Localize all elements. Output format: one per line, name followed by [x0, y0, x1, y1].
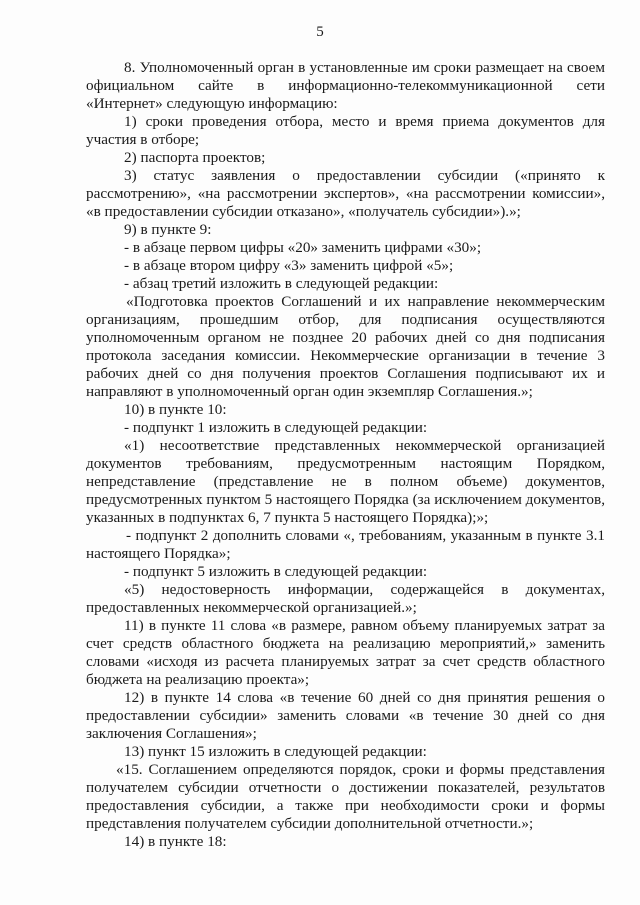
paragraph-quote-subitem-1: «1) несоответствие представленных некоммерческой организацией документов требованиям, предусмотренным настоящим Порядком, непредставление (представление не в полном объеме) документов, предусмотренных пунктом 5 настоящего Порядка (за исключением документов, указанных в подпунктах 6, 7 пункта 5 настоящего Порядка);»; [86, 437, 605, 526]
paragraph-item-12: 12) в пункте 14 слова «в течение 60 дней со дня принятия решения о предоставлении субсидии» заменить словами «в течение 30 дней со дня заключения Соглашения»; [86, 689, 605, 742]
paragraph-item-13: 13) пункт 15 изложить в следующей редакции: [124, 743, 427, 760]
document-body [86, 59, 605, 851]
paragraph-quote-subitem-5: «5) недостоверность информации, содержащейся в документах, предоставленных некоммерческой организацией.»; [86, 581, 605, 616]
paragraph-item-9: 9) в пункте 9: [124, 221, 212, 238]
paragraph-item-11: 11) в пункте 11 слова «в размере, равном объему планируемых затрат за счет средств областного бюджета на реализацию мероприятий,» заменить словами «исходя из расчета планируемых затрат за счет средств областного бюджета на реализацию проекта»; [86, 617, 605, 688]
paragraph-subitem-2: 2) паспорта проектов; [124, 149, 266, 166]
paragraph-item-9-line-2: - в абзаце втором цифру «3» заменить цифрой «5»; [124, 257, 454, 274]
paragraph-item-10-line-3: - подпункт 5 изложить в следующей редакции: [124, 563, 428, 580]
paragraph-item-8: 8. Уполномоченный орган в установленные им сроки размещает на своем официальном сайте в информационно-телекоммуникационной сети «Интернет» следующую информацию: [86, 59, 605, 112]
paragraph-item-10: 10) в пункте 10: [124, 401, 227, 418]
paragraph-quote-agreements: «Подготовка проектов Соглашений и их направление некоммерческим организациям, прошедшим отбор, для подписания осуществляются уполномоченным органом не позднее 20 рабочих дней со дня подписания протокола заседания комиссии. Некоммерческие организации в течение 3 рабочих дней со дня получения проектов Соглашения подписывают их и направляют в уполномоченный орган один экземпляр Соглашения.»; [86, 293, 605, 400]
paragraph-item-9-line-1: - в абзаце первом цифры «20» заменить цифрами «30»; [124, 239, 482, 256]
paragraph-item-10-line-2: - подпункт 2 дополнить словами «, требованиям, указанным в пункте 3.1 настоящего Порядка»; [86, 527, 605, 562]
paragraph-item-9-line-3: - абзац третий изложить в следующей редакции: [124, 275, 439, 292]
paragraph-item-14: 14) в пункте 18: [124, 833, 227, 850]
paragraph-quote-item-15: «15. Соглашением определяются порядок, сроки и формы представления получателем субсидии отчетности о достижении показателей, результатов предоставления субсидии, а также при необходимости сроки и формы представления получателем субсидии дополнительной отчетности.»; [86, 761, 605, 832]
paragraph-item-10-line-1: - подпункт 1 изложить в следующей редакции: [124, 419, 428, 436]
page-number: 5 [316, 24, 324, 40]
paragraph-subitem-3: 3) статус заявления о предоставлении субсидии («принято к рассмотрению», «на рассмотрении экспертов», «на рассмотрении комиссии», «в предоставлении субсидии отказано», «получатель субсидии»).»; [86, 167, 605, 220]
paragraph-subitem-1: 1) сроки проведения отбора, место и время приема документов для участия в отборе; [86, 113, 605, 148]
